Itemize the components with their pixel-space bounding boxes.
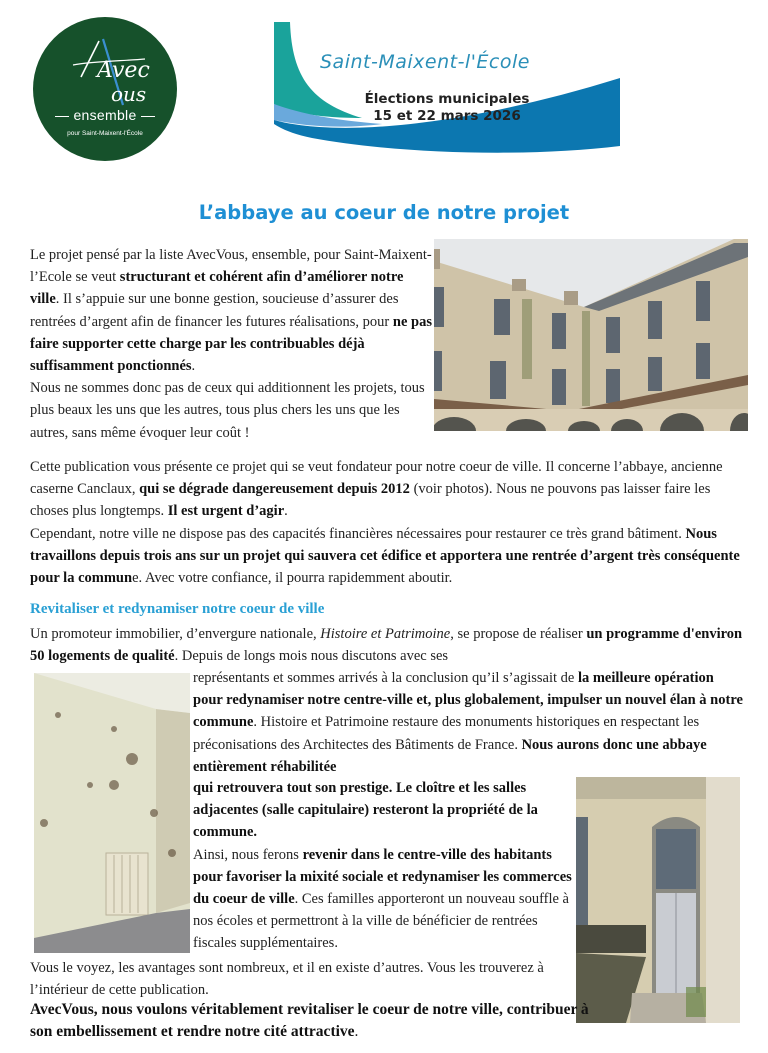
text: (voir photos). Nous ne pouvons pas laisser faire les choses plus longtemps. [30, 481, 711, 520]
text: e. Avec votre confiance, il pourra rapidemment aboutir. [132, 570, 453, 587]
election-title: Élections municipales [364, 91, 530, 107]
text: , se propose de réaliser [450, 626, 587, 642]
text: . [191, 358, 196, 375]
bold-text: qui retrouvera tout son prestige. Le cloître et les salles adjacentes (salle capitulaire) resteront la propriété de la commune. [193, 780, 538, 841]
damaged-room-photo [34, 673, 190, 953]
body-para-1 [30, 456, 745, 523]
bold-text: ne pas faire supporter cette charge par les contribuables déjà suffisamment ponctionnés [30, 313, 432, 375]
intro-paragraph [30, 244, 434, 444]
intro-para-1 [30, 244, 434, 377]
closing-statement [30, 999, 590, 1043]
text: Le projet pensé par la liste AvecVous, ensemble, pour Saint-Maixent-l’Ecole se veut [30, 247, 432, 286]
text: Cependant, notre ville ne dispose pas des capacités financières nécessaires pour restaurer ce très grand bâtiment. [30, 525, 686, 542]
bold-text: Il est urgent d’agir [167, 503, 285, 520]
text: . [354, 1023, 359, 1040]
section2-intro [30, 623, 745, 667]
logo-avec: Avec [97, 58, 150, 83]
revitalize-para [193, 844, 573, 955]
text: Un promoteur immobilier, d’envergure nationale, [30, 626, 321, 642]
election-dates: 15 et 22 mars 2026 [373, 108, 521, 124]
text: . Il s’appuie sur une bonne gestion, soucieuse d’assurer des rentrées d’argent afin de financer les futures réalisations, pour [30, 291, 399, 330]
text: Cette publication vous présente ce projet qui se veut fondateur pour notre coeur de ville. Il concerne l’abbaye, ancienne caserne Canclaux, [30, 459, 723, 498]
body-para-2 [30, 523, 745, 590]
section2-body [193, 667, 745, 778]
page-title: L’abbaye au coeur de notre projet [198, 201, 570, 224]
logo-vous: ous [111, 82, 147, 106]
intro-para-2: Nous ne sommes donc pas de ceux qui additionnent les projets, tous plus beaux les uns que les autres, tous plus chers les uns que les autres, sans même évoquer leur coût ! [30, 380, 425, 441]
abbey-cloister-photo [434, 239, 748, 431]
logo-tagline: pour Saint-Maixent-l'École [67, 130, 143, 137]
text: représentants et sommes arrivés à la conclusion qu’il s’agissait de [193, 670, 578, 686]
bold-text: la meilleure opération pour redynamiser notre centre-ville et, plus globalement, impulser un nouvel élan à notre commune [193, 670, 743, 731]
bold-text: revenir dans le centre-ville des habitants pour favoriser la mixité sociale et redynamiser les commerces du coeur de ville [193, 846, 572, 908]
election-info [272, 91, 622, 125]
section2-continued [193, 777, 573, 955]
avecvous-logo [33, 17, 177, 161]
body-paragraph [30, 456, 745, 589]
town-name: Saint-Maixent-l'École [320, 51, 530, 73]
commune-property [193, 777, 573, 844]
text: . Depuis de longs mois nous discutons avec ses [174, 648, 449, 665]
text: . [284, 503, 288, 520]
text: . Ces familles apporteront un nouveau souffle à nos écoles et permettront à la ville de bénéficier de rentrées fiscales supplémentaires. [193, 891, 569, 952]
bold-text: Nous aurons donc une abbaye entièrement réhabilitée [193, 736, 707, 775]
text: Ainsi, nous ferons [193, 846, 303, 863]
logo-ensemble: ensemble [73, 107, 137, 123]
logo-lettering [33, 17, 177, 161]
bold-text: structurant et cohérent afin d’améliorer notre ville [30, 269, 404, 308]
section-subheading: Revitaliser et redynamiser notre coeur de ville [30, 601, 325, 617]
abandoned-doorway-photo [576, 777, 740, 1023]
bold-text: Nous travaillons depuis trois ans sur un projet qui sauvera cet édifice et apportera une rentrée d’argent très conséquente pour la commun [30, 525, 740, 587]
closing-paragraph: Vous le voyez, les avantages sont nombreux, et il en existe d’autres. Vous les trouverez à l’intérieur de cette publication. [30, 960, 544, 999]
election-banner [272, 18, 622, 168]
bold-text: AvecVous, nous voulons véritablement revitaliser le coeur de notre ville, contribuer à son embellissement et rendre notre cité attractive [30, 1001, 589, 1040]
bold-text: qui se dégrade dangereusement depuis 2012 [139, 481, 410, 498]
italic-text: Histoire et Patrimoine [320, 626, 451, 642]
bold-text: un programme d'environ 50 logements de qualité [30, 626, 743, 665]
text: . Histoire et Patrimoine restaure des monuments historiques en respectant les préconisations des Architectes des Bâtiments de France. [193, 714, 700, 753]
